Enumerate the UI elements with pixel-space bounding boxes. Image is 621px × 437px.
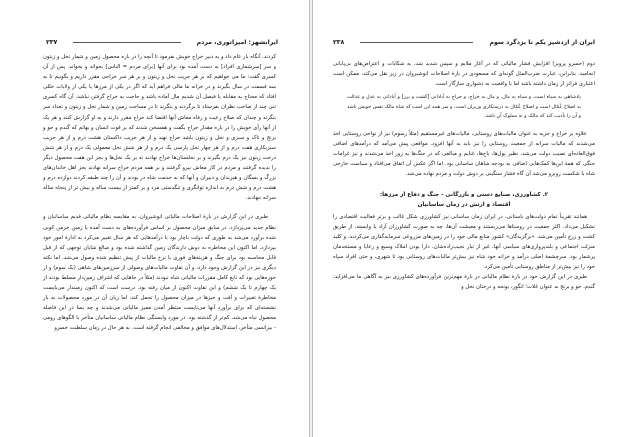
header-rule [73, 42, 180, 43]
paragraph: همانند تقریباً تمام دولت‌های باستانی، در ایران زمان ساسانی نیز کشاورزی شکل غالب و برتر فعالیت اقتصادی را تشکیل می‌داد. اکثر جمعیت در روستاها می‌زیستند و معیشت آن‌ها، چه به صورت کشاورزان آزاد یا وابسته، از طریق کشت و زرع تأمین می‌شد. «برگزیدگان» کشور منابع مالی خود را در زمین‌های مزروعی سرمایه‌گذاری می‌کردند، و کلید منزلت اجتماعی و بلندپروازی‌های سیاسی آنها، غیر از تبار نجیب‌زاده‌شان، دارا بودن املاک وسیع و رعایا و مستخدمان پرشمار بود. سرچشمهٔ اصلی درآمد و خزانه خود شاه نیز بیش‌تر مالیات‌های روستایی بود تا شهری، و حتی افراد سپاه خود را نیز بیش‌تر از مناطق روستایی تأمین می‌کرد. [333, 213, 595, 270]
page-number: ۲۳۸ [333, 38, 345, 46]
paragraph-gap [43, 203, 276, 212]
left-page-header [46, 36, 278, 48]
section-heading-line: اقتصاد و ارتش در زمان ساسانیان [417, 201, 511, 208]
paragraph: طبری در این گزارش در بارهٔ اصلاحات مالیاتی انوشیروان، به مقایسه نظام مالیاتی قدیم ساسانیان و نظام جدید می‌پردازد. در سابق میزان محصول بر اساس فرآورده‌های به دست آمده یا زمین خرمن کوبی شده برآورد می‌شد به طوری که دولت ناچار بود با درآمدهایی که هر سال تغییر می‌کرد به ادارهٔ امور خود بپردازد، اما اکنون این مخاطره به دوش دارندگان زمین گذاشته شده بود و مبالغ شایان توجهی که از قبل قابل محاسبه بود برای جنگ و هزینه‌های فوری با نرخ مالیات از پیش تنظیم شده وصول می‌شد. اما نکته دیگری نیز در این گزارش وجود دارد، و آن تفاوت مالیات‌های وصولی از سرزمین‌های شاهی (یک سوم) و از حوزه‌هایی بود که تابع کامل مقررات مالیاتی شاه نبودند (مثلاً در جاهایی که اشراف زمین‌دار مسلط بودند از یک چهارم تا یک ششم) و این تفاوت اکنون از میان رفته بود. درست است که اکنون زمیندار می‌بایست مخاطرهٔ تغییرات و آفت و خیزها در میزان محصول را تحمل کند، اما زیان آن در مورد محصولات به بار نشسته‌ای که برای برآورد آنها می‌بایست منتظر آمدن ممیز مالیاتی می‌شدند و چه بسا در این فاصله محصول تباه می‌شد، کم‌تر از گذشته بود. در مورد وابستگی نظام مالیاتی ساسانیان متأخر با الگوهای رومی - بیزانسی متأخر، استدلال‌های موافق و مخالفی انجام گرفته است. به هر حال در زمان سلطنت خسرو [43, 214, 276, 332]
right-page-body [333, 59, 595, 292]
right-page-header [333, 36, 595, 48]
running-title: ایرانشهر: امپراتوری، مردم [196, 38, 278, 46]
section-heading [333, 190, 595, 210]
running-title: ایران از اردشیر یکم تا یزدگرد سوم [489, 38, 595, 46]
header-rule [360, 42, 473, 43]
paragraph: علاوه بر خراج و جزیه به عنوان مالیات‌های روستایی، مالیات‌های غیرمستقیم (مثلاً رسوم) نیز از نواحی روستایی اخذ می‌شدند که مالیات سرانه از جمعیت روستایی را نیز باید به آنها افزود. مواقعی پیش می‌آمد که درآمدهای اضافی فوق‌العاده‌ای نصیب دولت می‌شد، نظیر پول‌ها، باج‌ها، غنایم و مبالغی که در جنگ‌ها به زور اخذ می‌شدند و نیز غرامات جنگی که همهٔ این‌ها کمک‌هایی اضافی به بودجه شاهان ساسانی بود. اما اگر عکس آن اتفاق می‌افتاد و سیاست خارجی شاه با شکست روبرو می‌شد آن گاه فشار سنگینی بر دوش دولت و مردم نهاده می‌شد. [333, 131, 595, 178]
right-page [313, 0, 621, 437]
section-heading-line: ۲. کشاورزی، صنایع دستی و بازرگانی - جنگ و دفاع از مرزها: [379, 191, 549, 198]
paragraph: دوم (خسرو پرویز) افزایش فشار مالیاتی که در آغاز ملایم و سپس شدید شد، به شکایات و اعتراض‌های بی‌پایانی انجامید. بنابراین، عبارت ضرب‌المثل گونه‌ای که مسعودی در بارهٔ اصلاحات انوشیروان در زیر نقل می‌کند، ممکن است اعتباری فراتر از زمان داشته باشد اما با واقعیت به دشواری سازگار است. [333, 61, 595, 88]
page-number: ۲۳۷ [46, 38, 58, 46]
paragraph: کردند. آنگاه بار عام داد و به دبیر خراج خویش بفرمود تا آنچه را در باره محصول زمین و شمار نخل و زیتون و سر [سرشماری افراد] به دست آمده بود برای آنها [برای مردم = الناس] بخواند و بخواند. پس از آن کسری گفت: ما می خواهیم که بر هر جریب نخل و زیتون و بر هر سر خراجی مقرر داریم و بگوییم تا به سه قسمت در سال بگیرند و در خزانه ما مالی فراهم آید که اگر در یکی از مرزها یا یکی از ولایات خللی افتاد که محتاج به مقابله یا فیصل آن شدیم مال آماده باشد و حاجت به خراج گرفتن نباشد. آن گاه کسری تنی چند از صاحب نظران بفرستاد تا برگردند و بنگرند تا در مساحت زمین و شمار نخل و زیتون و تعداد سر بنگرند و چندان که صلاح رعیت و رفاه معاش آنها اقتضا کند خراج مقرر دارند و به او گزارش کنند و هر یک از آنها رأی خویش را در باره مقدار خراج بگفت و همسخن شدند که بر قوت انسان و بهائم که گندم و جو و برنج و تاک و سبزی و نخل و زیتون باشد خراج نهند و از هر جریب داکستان هشت درم و از هر جریب سبزیکاری هفت درم و از هر چهار نخل پارسی یک درم و از هر شش نخل معمولی یک درم و از هر شش درخت زیتون نیز یک درم بگیرند و بر نخلستان‌ها خراج نهادند نه بر یک نخل‌ها و بجز این هفت محصول دیگر را ندیده گرفتند و مردم در کار معاش نیرو گرفتند و بر همه مردم خراج سرانه نهادند بجز اهل خاندان‌های بزرگ و بسگان و هیربدان و دبیران و آنها که به خدمت شاه در بودند و آن را چند طبقه کردند دوازده درم و هشت درم و شش درم به اندازه توانگری و تنگدستی مرد و بر کمتر از بیست ساله و بیش تر از پنجاه ساله سرانه ننهادند. [43, 54, 276, 202]
block-quote: پادشاهی به سپاه است، و سپاه به مال، و مال به خراج، و خراج به آبادانی [کشت و برز] و آبادانی به عدل و عدالت به اصلاح عُمّال است و اصلاح عُمّال به درستکاری وزیران است، و سر همه این است که شاه مالک نفس خویش باشد و آن را تأدیب کند که مالک و نه مملوک آن باشد. [347, 94, 581, 120]
left-page [0, 0, 309, 437]
paragraph: طبری در این گزارش خود در بارهٔ نظام مالیاتی در بارهٔ مهم‌ترین فرآورده‌های کشاورزی نیز به آگاهی ما می‌افزاید: گندم، جو و برنج به عنوان غلات؛ انگور، یونجه و درختان نخل و [333, 274, 595, 291]
left-page-body [43, 52, 276, 334]
